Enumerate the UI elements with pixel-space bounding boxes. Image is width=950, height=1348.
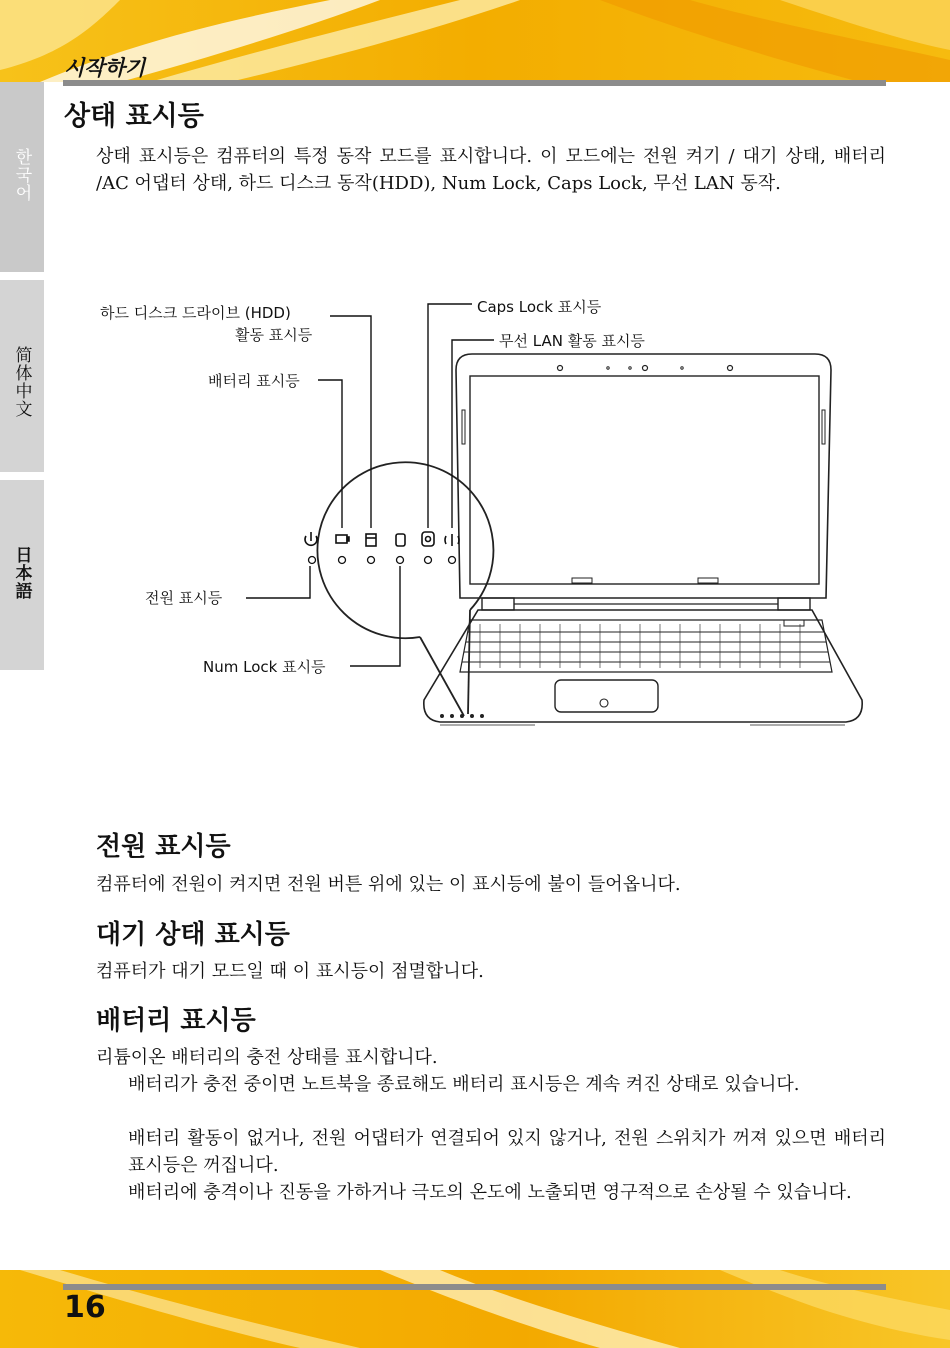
hdd-indicator-icon	[366, 534, 376, 546]
bottom-banner-art	[0, 1270, 950, 1348]
section-label: 시작하기	[64, 56, 146, 80]
capslock-label: Caps Lock 표시등	[477, 298, 602, 316]
power-label: 전원 표시등	[145, 589, 223, 607]
battery-bullet-3: 배터리에 충격이나 진동을 가하거나 극도의 온도에 노출되면 영구적으로 손상될 수 있습니다.	[128, 1182, 852, 1203]
power-text: 컴퓨터에 전원이 켜지면 전원 버튼 위에 있는 이 표시등에 불이 들어옵니다.	[96, 874, 681, 895]
battery-bullet-1: 배터리가 충전 중이면 노트북을 종료해도 배터리 표시등은 계속 켜진 상태로 있습니다.	[128, 1074, 800, 1095]
laptop-base	[424, 610, 862, 722]
header-rule	[63, 80, 886, 86]
capslock-indicator-icon	[422, 532, 434, 546]
laptop-keyboard	[460, 620, 832, 672]
callout-circle	[317, 462, 493, 638]
numlock-label: Num Lock 표시등	[203, 658, 326, 676]
intro-text: 상태 표시등은 컴퓨터의 특정 동작 모드를 표시합니다. 이 모드에는 전원 켜기 / 대기 상태, 배터리 /AC 어댑터 상태, 하드 디스크 동작(HDD), Num Lock, Caps Lock, 무선 LAN 동작.	[96, 146, 886, 194]
battery-bullet-2: 배터리 활동이 없거나, 전원 어댑터가 연결되어 있지 않거나, 전원 스위치가 꺼져 있으면 배터리 표시등은 꺼집니다.	[128, 1128, 886, 1176]
standby-heading: 대기 상태 표시등	[96, 920, 290, 950]
hdd-label-line1: 하드 디스크 드라이브 (HDD)	[100, 304, 291, 322]
battery-label: 배터리 표시등	[208, 372, 300, 390]
power-leader-line	[246, 566, 310, 598]
battery-indicator-icon	[336, 535, 347, 543]
hdd-label-line2: 활동 표시등	[235, 326, 313, 344]
laptop-diagram	[0, 280, 950, 750]
page-title: 상태 표시등	[64, 101, 204, 132]
numlock-leader-line	[350, 566, 400, 666]
power-heading: 전원 표시등	[96, 832, 231, 862]
numlock-indicator-icon	[396, 534, 405, 546]
tab-korean[interactable]	[0, 82, 44, 272]
tab-japanese-label: 日本語	[11, 546, 32, 600]
battery-text: 리튬이온 배터리의 충전 상태를 표시합니다.	[96, 1047, 438, 1068]
tab-chinese-label: 简体中文	[11, 346, 32, 418]
battery-heading: 배터리 표시등	[96, 1006, 256, 1036]
page-number: 16	[64, 1290, 106, 1325]
wlan-label: 무선 LAN 활동 표시등	[499, 332, 645, 350]
tab-korean-label: 한국어	[11, 148, 32, 202]
laptop-touchpad	[555, 680, 658, 712]
standby-text: 컴퓨터가 대기 모드일 때 이 표시등이 점멸합니다.	[96, 961, 484, 982]
laptop-lid	[456, 354, 831, 598]
bottom-banner	[0, 1270, 950, 1348]
laptop-screen	[470, 376, 819, 584]
footer-rule	[63, 1284, 886, 1290]
